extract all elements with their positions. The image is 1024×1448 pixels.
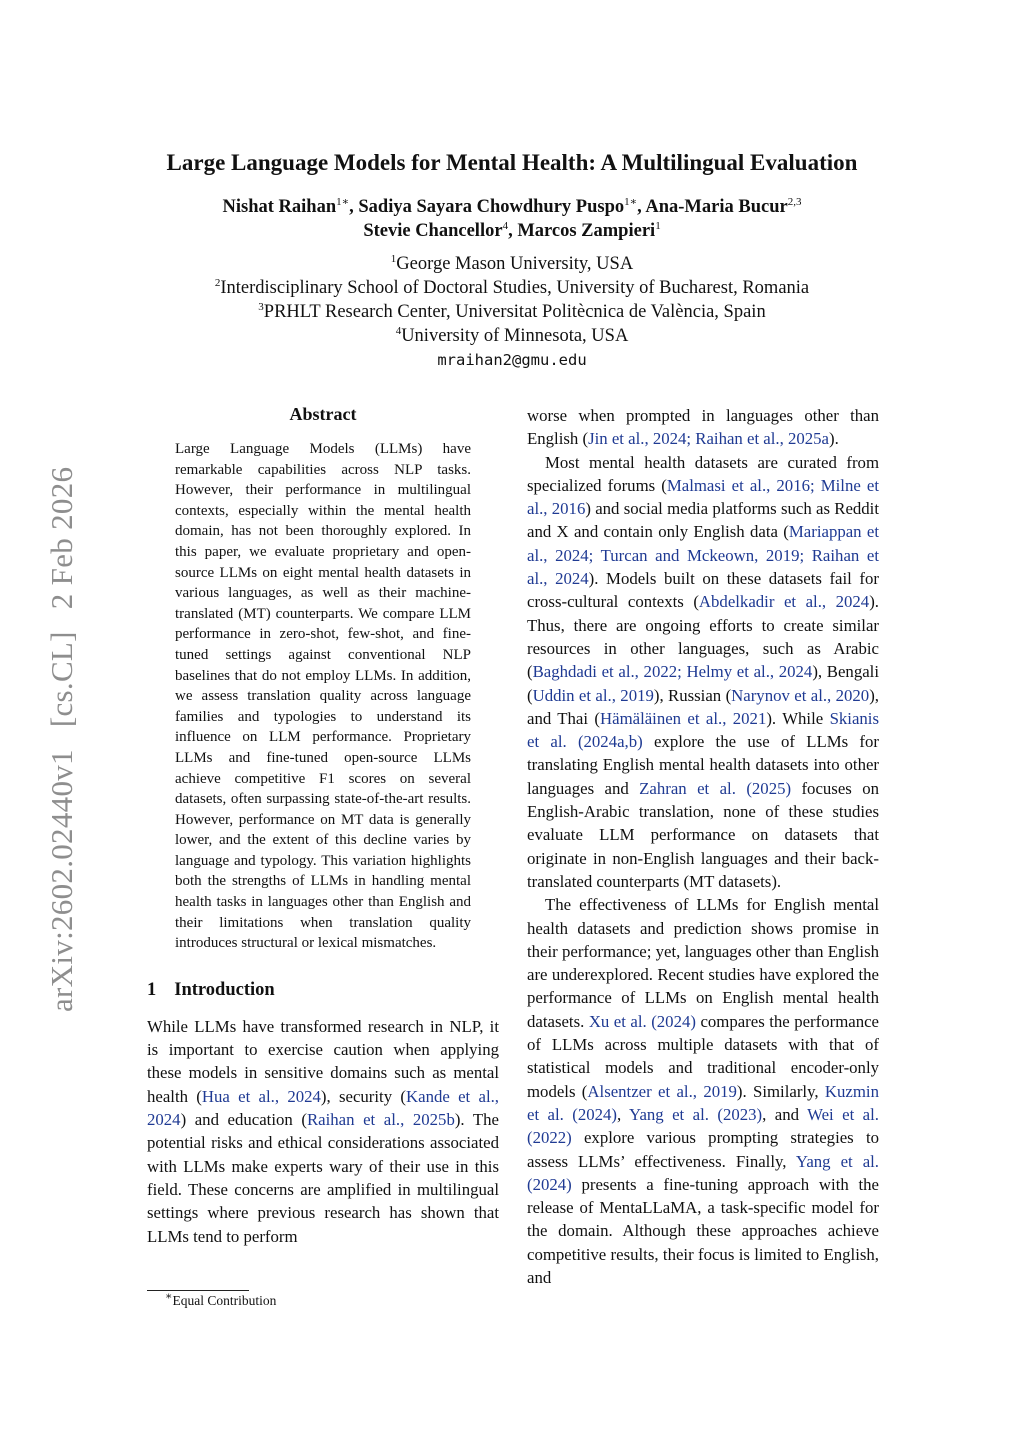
body-text: , and (762, 1104, 808, 1124)
author-name: Marcos Zampieri (517, 221, 656, 241)
author-affil-mark: 1∗ (624, 195, 638, 208)
citation-link[interactable]: Baghdadi et al., 2022; Helmy et al., 2024 (532, 662, 813, 682)
footnote-text: Equal Contribution (172, 1293, 277, 1308)
affiliation-line (100, 276, 924, 300)
body-text: ). While (766, 708, 830, 728)
section-heading-introduction (147, 980, 499, 1001)
affiliation-line (100, 252, 924, 276)
author-affil-mark: 1∗ (336, 195, 350, 208)
right-column (527, 404, 879, 1289)
author-list: Nishat Raihan$^{1∗}$, Sadiya Sayara Chowdhury Puspo$^{1∗}$, Ana-Maria Bucur$^{2,3}$ Stevie Chancellor$^4$, Marcos Zampieri$^1$ (222, 195, 802, 241)
citation-link[interactable]: Hua et al., 2024 (201, 1086, 321, 1106)
affil-text: Interdisciplinary School of Doctoral Studies, University of Bucharest, Romania (220, 278, 810, 298)
citation-link[interactable]: Kande et al., 2024 (147, 1086, 499, 1130)
author-name: Sadiya Sayara Chowdhury Puspo (358, 197, 625, 217)
body-text: ), Bengali ( (527, 662, 879, 705)
author-name: Ana-Maria Bucur (645, 197, 788, 217)
body-text: ) and social media platforms such as Reddit and X and contain only English data ( (527, 499, 879, 542)
affil-text: University of Minnesota, USA (401, 326, 629, 346)
body-text: Most mental health datasets are curated from specialized forums ( (527, 452, 879, 495)
citation-link[interactable]: Wei et al. (2022) (527, 1104, 879, 1148)
citation-link[interactable]: Narynov et al., 2020 (731, 685, 870, 705)
citation-link[interactable]: Abdelkadir et al., 2024 (698, 592, 870, 612)
intro-paragraph-1 (147, 1015, 499, 1248)
intro-paragraph-1-continued (527, 404, 879, 451)
affiliation-line (100, 324, 924, 348)
affil-text: PRHLT Research Center, Universitat Politècnica de València, Spain (263, 302, 766, 322)
affil-number: 3 (258, 300, 264, 313)
author-affil-mark: 4 (502, 219, 509, 232)
body-text: ). Models built on these datasets fail for cross-cultural contexts ( (527, 569, 879, 612)
affil-text: George Mason University, USA (396, 254, 634, 274)
citation-link[interactable]: Yang et al. (2023) (629, 1104, 763, 1124)
citation-link[interactable]: Alsentzer et al., 2019 (587, 1081, 737, 1101)
author-affil-mark: 2,3 (787, 195, 802, 208)
arxiv-category: [cs.CL] (44, 631, 79, 728)
author-name: Stevie Chancellor (363, 221, 503, 241)
affil-number: 2 (214, 276, 221, 289)
abstract-heading: Abstract (289, 404, 357, 424)
citation-link[interactable]: Zahran et al. (2025) (639, 778, 792, 798)
citation-link[interactable]: Mariappan et al., 2024; Turcan and Mckeown, 2019; Raihan et al., 2024 (527, 522, 879, 589)
contact-email[interactable]: mraihan2@gmu.edu (437, 351, 587, 369)
citation-link[interactable]: Yang et al. (2024) (527, 1151, 880, 1194)
citation-link[interactable]: Jin et al., 2024; Raihan et al., 2025a (588, 429, 830, 449)
body-text: presents a fine-tuning approach with the release of MentaLLaMA, a task-specific model for the domain. Although these approaches achieve competitive results, their focus is limited to English, and (527, 1174, 879, 1287)
body-text: explore the use of LLMs for translating English mental health datasets into other languages and (527, 732, 879, 798)
body-text: worse when prompted in languages other than English ( (527, 406, 879, 449)
abstract-text: Large Language Models (LLMs) have remarkable capabilities across NLP tasks. However, their performance in multilingual contexts, especially within the mental health domain, has not been thoroughly explored. In this paper, we evaluate proprietary and open-source LLMs on eight mental health datasets in various languages, as well as their machine-translated (MT) counterparts. We compare LLM performance in zero-shot, few-shot, and fine-tuned settings against conventional NLP baselines that do not employ LLMs. In addition, we assess translation quality across language families and typologies to understand its influence on LLM performance. Proprietary LLMs and fine-tuned open-source LLMs achieve competitive F1 scores on several datasets, often surpassing state-of-the-art results. However, performance on MT data is generally lower, and the extent of this decline varies by language and typology. This variation highlights both the strengths of LLMs in handling mental health tasks in languages other than English and their limitations when translation quality introduces structural or lexical mismatches. (175, 441, 471, 952)
body-text: ) and education ( (180, 1110, 307, 1130)
affiliation-list (100, 252, 924, 372)
body-text: explore various prompting strategies to assess LLMs’ effectiveness. Finally, (527, 1128, 879, 1171)
paper-title: Large Language Models for Mental Health: A Multilingual Evaluation (166, 150, 858, 175)
body-text: , (617, 1104, 630, 1124)
body-text: ), security ( (320, 1086, 406, 1106)
citation-link[interactable]: Malmasi et al., 2016; Milne et al., 2016 (527, 475, 879, 519)
intro-paragraph-3 (527, 893, 879, 1289)
intro-paragraph-2 (527, 451, 879, 894)
body-text: ). Similarly, (736, 1081, 825, 1101)
left-column (147, 404, 499, 1248)
citation-link[interactable]: Skianis et al. (2024a,b) (527, 708, 879, 752)
section-title: Introduction (174, 979, 275, 1000)
affil-number: 1 (390, 252, 397, 265)
footnote-rule (147, 1290, 249, 1291)
body-text: focuses on English-Arabic translation, none of these studies evaluate LLM performance on datasets that originate in non-English languages and their back-translated counterparts (MT datasets). (527, 778, 879, 891)
citation-link[interactable]: Raihan et al., 2025b (306, 1110, 455, 1130)
citation-link[interactable]: Uddin et al., 2019 (532, 685, 654, 705)
citation-link[interactable]: Hämäläinen et al., 2021 (600, 708, 767, 728)
body-text: ), and Thai ( (527, 685, 879, 728)
body-text: The effectiveness of LLMs for English mental health datasets and prediction shows promise in their performance; yet, languages other than English are underexplored. Recent studies have explored the performance of LLMs on English mental health datasets. (527, 895, 879, 1031)
body-text: While LLMs have transformed research in NLP, it is important to exercise caution when applying these models in sensitive domains such as mental health ( (147, 1016, 499, 1106)
body-text: compares the performance of LLMs across multiple datasets with that of statistical models and traditional encoder-only models ( (527, 1011, 879, 1101)
footnote-mark: ∗ (165, 1290, 173, 1303)
body-text: ). (829, 429, 839, 449)
body-text: ). The potential risks and ethical considerations associated with LLMs make experts wary of their use in this field. These concerns are amplified in multilingual settings where previous research has shown that LLMs tend to perform (147, 1110, 500, 1246)
footnote-equal-contribution (165, 1290, 277, 1309)
citation-link[interactable]: Xu et al. (2024) (588, 1011, 696, 1031)
arxiv-id: arXiv:2602.02440v1 (44, 749, 79, 1012)
body-text: ). Thus, there are ongoing efforts to create similar resources in other languages, such as Arabic ( (527, 592, 879, 682)
affiliation-line (100, 300, 924, 324)
arxiv-sidebar-stamp (44, 445, 80, 1012)
arxiv-date: 2 Feb 2026 (44, 466, 79, 610)
affil-number: 4 (395, 324, 402, 337)
section-number: 1 (147, 979, 157, 1000)
author-affil-mark: 1 (655, 219, 661, 232)
citation-link[interactable]: Kuzmin et al. (2024) (527, 1081, 879, 1124)
author-name: Nishat Raihan (222, 197, 337, 217)
body-text: ), Russian ( (653, 685, 732, 705)
